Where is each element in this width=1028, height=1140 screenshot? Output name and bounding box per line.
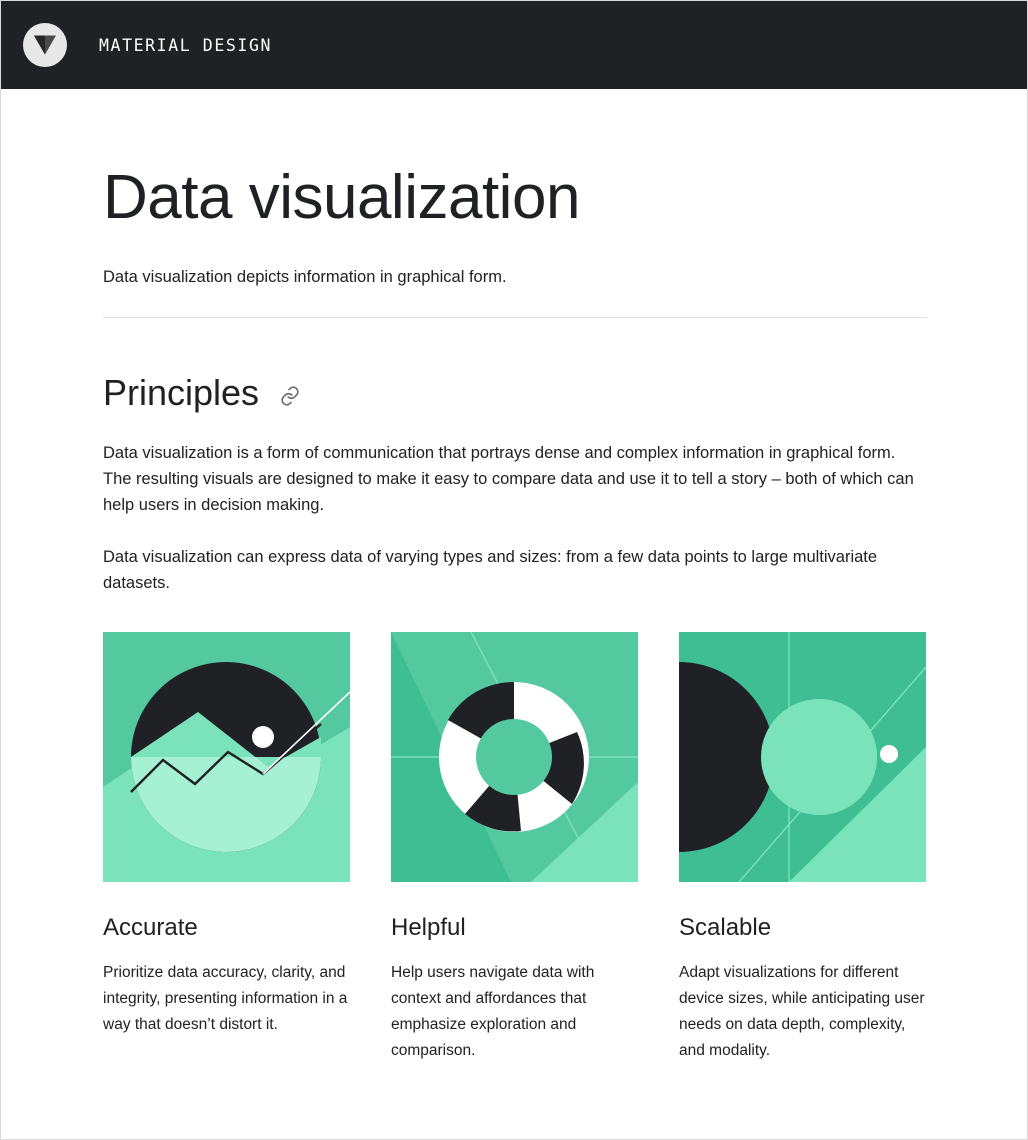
accurate-illustration[interactable] xyxy=(103,632,350,882)
logo-triangle-left xyxy=(34,36,45,55)
card-title-accurate: Accurate xyxy=(103,914,198,942)
helpful-illustration[interactable] xyxy=(391,632,638,882)
card-accurate xyxy=(103,632,350,1064)
card-scalable xyxy=(679,632,926,1064)
page-title: Data visualization xyxy=(103,163,580,232)
material-design-logo-icon[interactable] xyxy=(23,23,67,67)
section-paragraph-2: Data visualization can express data of varying types and sizes: from a few data points to large multivariate datasets. xyxy=(103,548,878,593)
principles-card-list xyxy=(103,632,927,1064)
card-title-scalable: Scalable xyxy=(679,914,772,942)
header-divider xyxy=(103,317,927,318)
card-text-helpful: Help users navigate data with context and affordances that emphasize exploration and comparison. xyxy=(391,964,595,1060)
section-paragraph-1: Data visualization is a form of communication that portrays dense and complex information in graphical form. The resulting visuals are designed to make it easy to compare data and use it to tell a story – both of which can help users in decision making. xyxy=(103,444,914,515)
card-title-helpful: Helpful xyxy=(391,914,466,942)
link-icon[interactable] xyxy=(279,385,301,407)
card-helpful xyxy=(391,632,638,1064)
card-text-scalable: Adapt visualizations for different device sizes, while anticipating user needs on data depth, complexity, and modality. xyxy=(679,964,925,1060)
scalable-illustration[interactable] xyxy=(679,632,926,882)
section-title: Principles xyxy=(103,372,260,414)
page-subtitle: Data visualization depicts information in graphical form. xyxy=(103,268,507,287)
section-header xyxy=(103,372,927,414)
top-app-bar xyxy=(1,1,1027,89)
brand-title: MATERIAL DESIGN xyxy=(99,35,273,55)
card-text-accurate: Prioritize data accuracy, clarity, and integrity, presenting information in a way that doesn’t distort it. xyxy=(103,964,348,1034)
main-content xyxy=(1,165,1027,1064)
